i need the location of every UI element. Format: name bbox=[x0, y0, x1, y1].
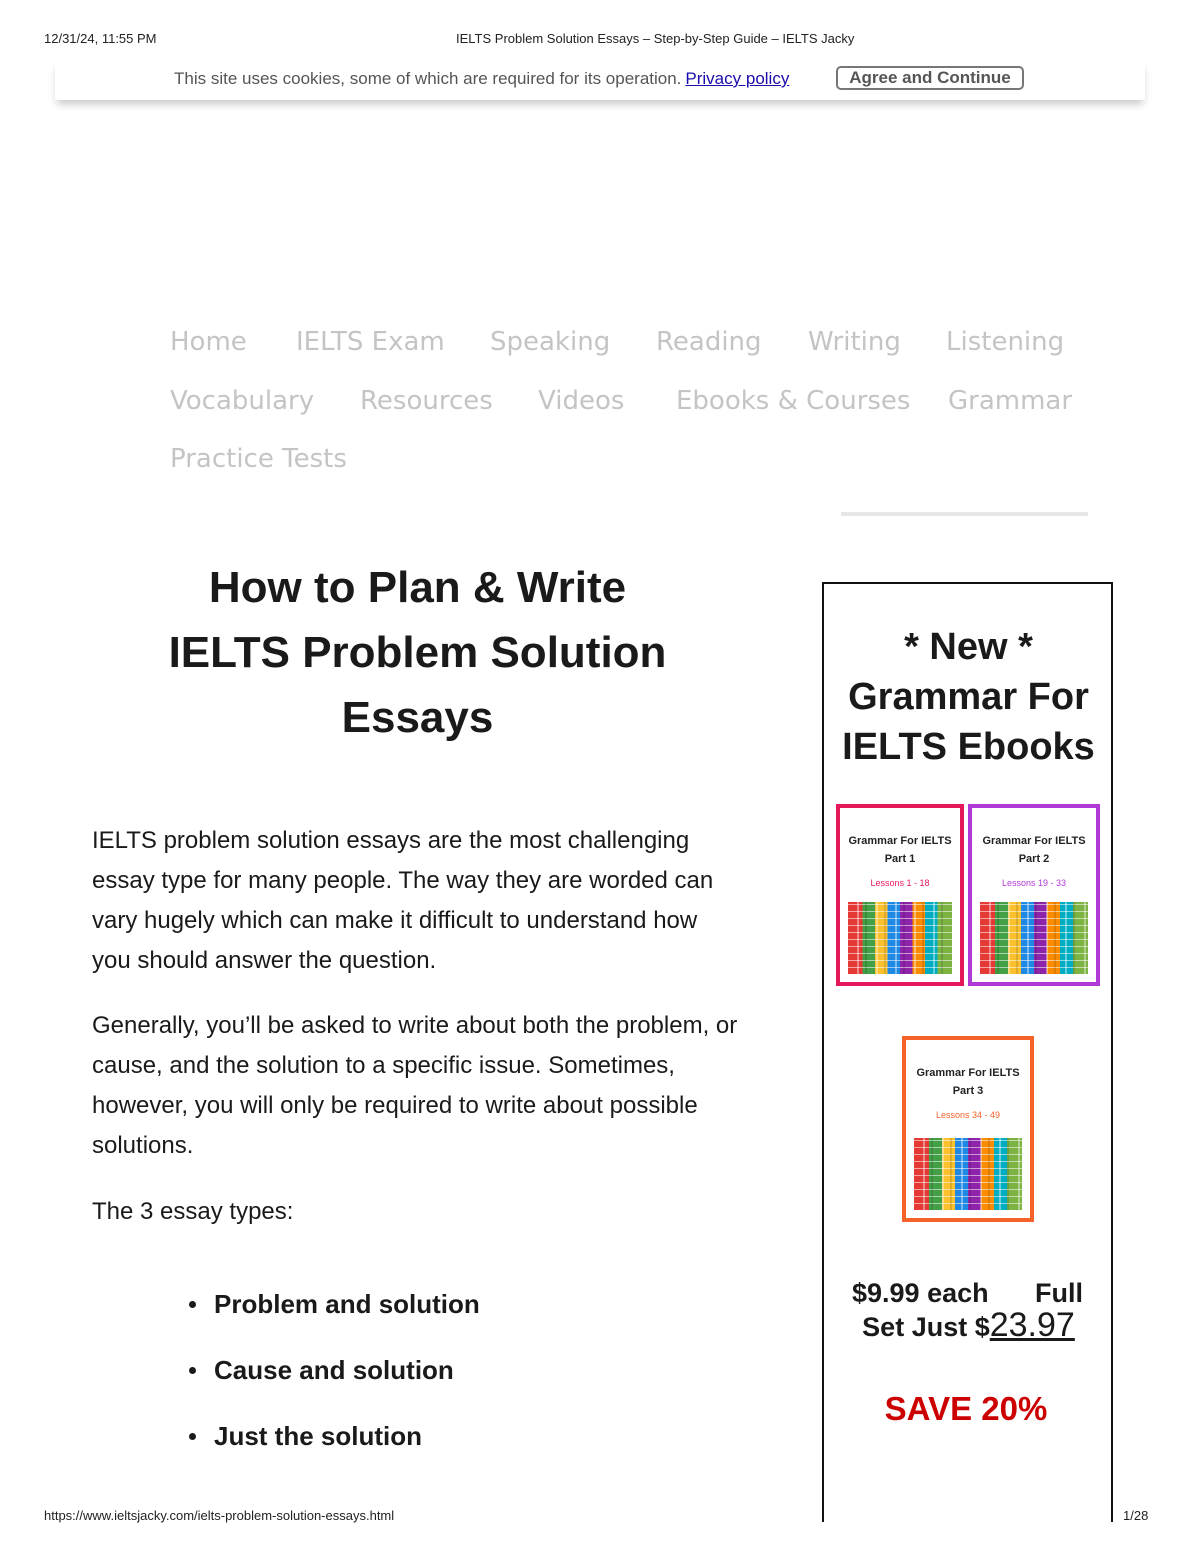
nav-practice-tests[interactable]: Practice Tests bbox=[170, 444, 347, 474]
nav-ebooks-courses[interactable]: Ebooks & Courses bbox=[676, 386, 911, 416]
promo-heading-line: IELTS Ebooks bbox=[842, 726, 1095, 768]
word-cloud-image bbox=[914, 1138, 1022, 1210]
privacy-policy-link[interactable]: Privacy policy bbox=[685, 69, 790, 88]
word-cloud-image bbox=[848, 902, 952, 974]
list-item: Just the solution bbox=[186, 1417, 480, 1483]
ebook-lessons: Lessons 34 - 49 bbox=[935, 1110, 1001, 1120]
nav-home[interactable]: Home bbox=[170, 327, 247, 357]
nav-reading[interactable]: Reading bbox=[656, 327, 762, 357]
ebook-cover-part-3[interactable] bbox=[902, 1036, 1034, 1222]
essay-types-intro: The 3 essay types: bbox=[92, 1198, 294, 1225]
list-item: Cause and solution bbox=[186, 1351, 480, 1417]
print-page-title: IELTS Problem Solution Essays – Step-by-Step Guide – IELTS Jacky bbox=[456, 31, 855, 46]
price-each: $9.99 each bbox=[852, 1278, 989, 1308]
title-line: IELTS Problem Solution bbox=[168, 628, 667, 677]
cookie-message bbox=[174, 69, 789, 89]
nav-grammar[interactable]: Grammar bbox=[948, 386, 1073, 416]
page-title bbox=[90, 555, 745, 750]
body-paragraph: Generally, you’ll be asked to write about both the problem, or cause, and the solution to a specific issue. Sometimes, however, you will only be required to write about possible solutions. bbox=[92, 1012, 738, 1159]
promo-heading-line: Grammar For bbox=[848, 676, 1089, 718]
ebook-lessons: Lessons 1 - 18 bbox=[870, 878, 930, 888]
save-badge: SAVE 20% bbox=[884, 1390, 1048, 1427]
print-datetime: 12/31/24, 11:55 PM bbox=[44, 31, 157, 46]
full-label: Full bbox=[1035, 1278, 1083, 1308]
essay-types-list bbox=[186, 1285, 480, 1483]
intro-paragraph: IELTS problem solution essays are the most challenging essay type for many people. The way they are worded can vary hugely which can make it difficult to understand how you should answer the question. bbox=[92, 827, 714, 974]
ebook-cover-part-2[interactable] bbox=[968, 804, 1100, 986]
list-item: Problem and solution bbox=[186, 1285, 480, 1351]
cookie-text: This site uses cookies, some of which are required for its operation. bbox=[174, 69, 682, 88]
title-line: How to Plan & Write bbox=[208, 563, 627, 612]
promo-heading bbox=[824, 622, 1113, 772]
ebook-title: Grammar For IELTS Part 2 bbox=[982, 835, 1086, 865]
nav-resources[interactable]: Resources bbox=[360, 386, 493, 416]
word-cloud-image bbox=[980, 902, 1088, 974]
print-page-number: 1/28 bbox=[1123, 1508, 1149, 1523]
nav-speaking[interactable]: Speaking bbox=[490, 327, 611, 357]
nav-listening[interactable]: Listening bbox=[946, 327, 1065, 357]
nav-videos[interactable]: Videos bbox=[538, 386, 625, 416]
nav-writing[interactable]: Writing bbox=[808, 327, 901, 357]
set-price[interactable]: 23.97 bbox=[989, 1306, 1075, 1344]
ebook-title: Grammar For IELTS Part 1 bbox=[848, 835, 952, 865]
nav-divider bbox=[841, 512, 1088, 516]
ebook-cover-part-1[interactable] bbox=[836, 804, 964, 986]
nav-vocabulary[interactable]: Vocabulary bbox=[170, 386, 315, 416]
agree-continue-button[interactable]: Agree and Continue bbox=[836, 66, 1024, 90]
ebook-title: Grammar For IELTS Part 3 bbox=[916, 1067, 1020, 1097]
price-block bbox=[824, 1277, 1113, 1343]
print-url: https://www.ieltsjacky.com/ielts-problem-solution-essays.html bbox=[44, 1508, 395, 1523]
nav-ielts-exam[interactable]: IELTS Exam bbox=[296, 327, 445, 357]
promo-heading-line: * New * bbox=[904, 626, 1033, 668]
set-label: Set Just $ bbox=[862, 1312, 990, 1342]
ebook-lessons: Lessons 19 - 33 bbox=[1001, 878, 1067, 888]
title-line: Essays bbox=[341, 693, 494, 742]
